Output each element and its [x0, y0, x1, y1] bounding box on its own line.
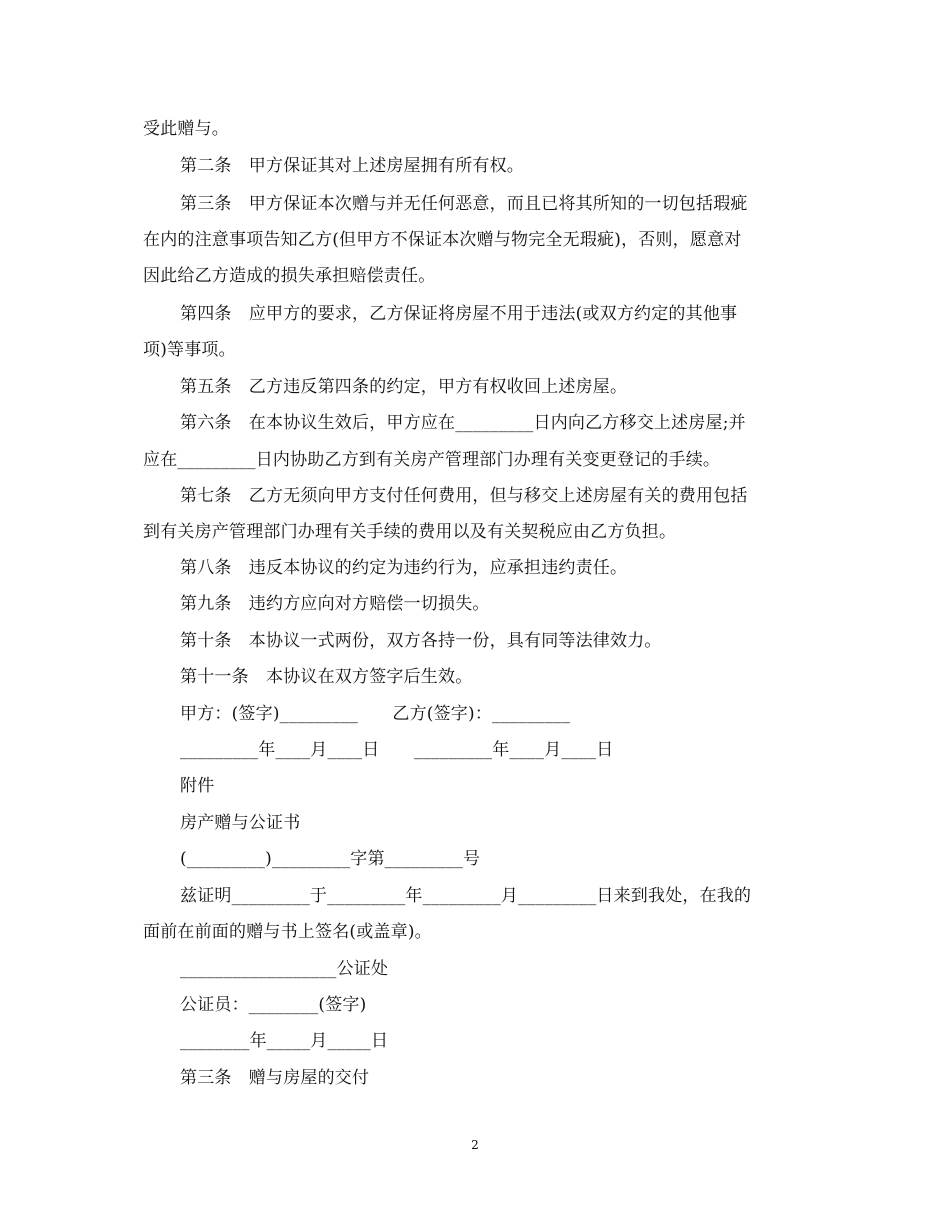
notary-office-line: __________________公证处 [180, 959, 389, 979]
text-line: 在内的注意事项告知乙方(但甲方不保证本次赠与物完全无瑕疵)，否则，愿意对 [143, 230, 742, 250]
text-line: 项)等事项。 [143, 340, 236, 360]
date-line: _________年____月____日 _________年____月____日 [180, 740, 614, 760]
article-4: 第四条 应甲方的要求，乙方保证将房屋不用于违法(或双方约定的其他事 [180, 304, 738, 324]
article-10: 第十条 本协议一式两份，双方各持一份，具有同等法律效力。 [180, 631, 662, 651]
article-2: 第二条 甲方保证其对上述房屋拥有所有权。 [180, 156, 524, 176]
appendix-heading: 附件 [180, 776, 215, 796]
article-6: 第六条 在本协议生效后，甲方应在_________日内向乙方移交上述房屋;并 [180, 413, 746, 433]
article-7: 第七条 乙方无须向甲方支付任何费用，但与移交上述房屋有关的费用包括 [180, 486, 748, 506]
article-5: 第五条 乙方违反第四条的约定，甲方有权收回上述房屋。 [180, 377, 628, 397]
text-line: 面前在前面的赠与书上签名(或盖章)。 [143, 922, 432, 942]
text-line: 因此给乙方造成的损失承担赔偿责任。 [143, 266, 436, 286]
notary-title: 房产赠与公证书 [180, 813, 301, 833]
notary-signature-line: 公证员：________(签字) [180, 995, 367, 1015]
article-3: 第三条 甲方保证本次赠与并无任何恶意，而且已将其所知的一切包括瑕疵 [180, 194, 748, 214]
page-number: 2 [471, 1138, 479, 1152]
article-8: 第八条 违反本协议的约定为违约行为，应承担违约责任。 [180, 558, 628, 578]
notary-date-line: ________年_____月_____日 [180, 1031, 389, 1051]
article-9: 第九条 违约方应向对方赔偿一切损失。 [180, 594, 490, 614]
certificate-number: (_________)_________字第_________号 [180, 849, 481, 869]
article-11: 第十一条 本协议在双方签字后生效。 [180, 667, 473, 687]
text-line: 受此赠与。 [143, 119, 229, 139]
signature-line: 甲方：(签字)_________ 乙方(签字)：_________ [180, 704, 571, 724]
text-line: 到有关房产管理部门办理有关手续的费用以及有关契税应由乙方负担。 [143, 522, 677, 542]
text-line: 应在_________日内协助乙方到有关房产管理部门办理有关变更登记的手续。 [143, 450, 721, 470]
section-heading: 第三条 赠与房屋的交付 [180, 1068, 370, 1088]
certification-text: 兹证明_________于_________年_________月_________日来到我处，在我的 [180, 886, 752, 906]
